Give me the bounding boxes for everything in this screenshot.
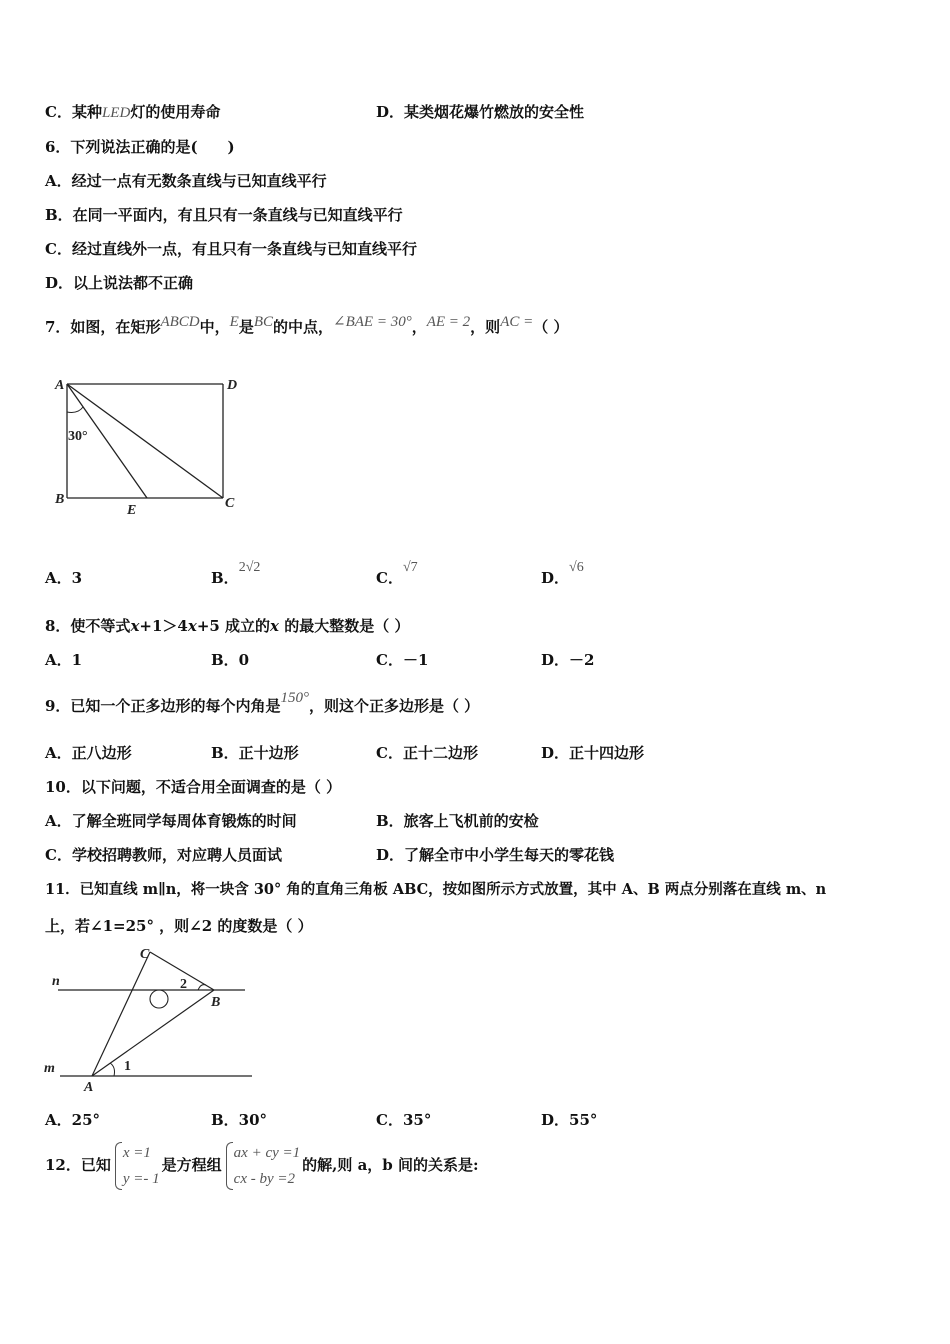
q6-option-d: D．以上说法都不正确 [45,274,194,292]
q7-label-c: C [225,496,235,511]
q7-rectangle-figure [45,370,255,520]
q7-label-d: D [227,378,238,393]
q7-option-a: A．3 [45,569,83,587]
q7-label-b: B [55,492,65,507]
q9-option-b: B．正十边形 [211,744,299,762]
q12-equation-system: ax + cy =1 cx - by =2 [224,1140,300,1192]
q12-solution-system: x =1 y =- 1 [113,1140,160,1192]
q11-right-angle-mark [150,990,168,1008]
q7-option-b: B．2√2 [211,560,261,587]
q11-option-b: B．30° [211,1111,268,1129]
q8-option-b: B．0 [211,651,250,669]
q8-stem: 8．使不等式x+1＞4x+5 成立的x 的最大整数是（ ） [45,617,410,635]
q7-option-c: C．√7 [376,560,418,587]
q7-label-a: A [55,378,65,393]
q10-option-b: B．旅客上飞机前的安检 [376,812,539,830]
q9-stem: 9．已知一个正多边形的每个内角是150°，则这个正多边形是（ ） [45,690,480,715]
q11-angle-2-arc [198,985,206,990]
q5-option-d: D．某类烟花爆竹燃放的安全性 [376,103,585,121]
q11-label-c: C [140,947,150,962]
q11-option-a: A．25° [45,1111,101,1129]
q11-stem-line1: 11．已知直线 m∥n，将一块含 30° 角的直角三角板 ABC，按如图所示方式放置，其中 A、B 两点分别落在直线 m、n [45,881,827,898]
q11-label-2: 2 [180,977,187,992]
q11-label-m: m [44,1061,55,1076]
q10-stem: 10．以下问题，不适合用全面调查的是（ ） [45,778,342,796]
q6-option-a: A．经过一点有无数条直线与已知直线平行 [45,172,327,190]
q11-side-ac [92,952,150,1076]
q10-option-a: A．了解全班同学每周体育锻炼的时间 [45,812,297,830]
q8-option-a: A．1 [45,651,83,669]
q5-option-c: C．某种LED灯的使用寿命 [45,103,221,121]
q6-option-c: C．经过直线外一点，有且只有一条直线与已知直线平行 [45,240,417,258]
q10-option-c: C．学校招聘教师，对应聘人员面试 [45,846,282,864]
q9-option-a: A．正八边形 [45,744,132,762]
q7-angle-arc [67,407,83,412]
q7-angle-label: 30° [68,429,88,444]
q11-label-1: 1 [124,1059,131,1074]
q6-option-b: B．在同一平面内，有且只有一条直线与已知直线平行 [45,206,403,224]
q11-label-b: B [211,995,221,1010]
q7-diagonal-ac [67,384,223,498]
q11-label-n: n [52,974,60,989]
q9-option-c: C．正十二边形 [376,744,478,762]
q8-option-d: D．－2 [541,651,595,669]
q7-label-e: E [127,503,137,518]
q11-stem-line2: 上，若∠1=25° ，则∠2 的度数是（ ） [45,917,313,935]
q10-option-d: D．了解全市中小学生每天的零花钱 [376,846,615,864]
q6-stem: 6．下列说法正确的是( ) [45,138,235,156]
q8-option-c: C．－1 [376,651,429,669]
q11-label-a: A [84,1080,94,1095]
q9-option-d: D．正十四边形 [541,744,645,762]
q7-option-d: D．√6 [541,560,584,587]
q11-triangle-figure [40,940,260,1095]
q11-angle-1-arc [110,1063,115,1076]
q12-stem: 12．已知 x =1 y =- 1 是方程组 ax + cy =1 cx - by =2 的解,则 a，b 间的关系是: [45,1140,479,1192]
q11-option-c: C．35° [376,1111,432,1129]
q11-option-d: D．55° [541,1111,598,1129]
q7-stem: 7．如图，在矩形ABCD中，E是BC的中点，∠BAE = 30°，AE = 2，则AC =（ ） [45,314,569,336]
